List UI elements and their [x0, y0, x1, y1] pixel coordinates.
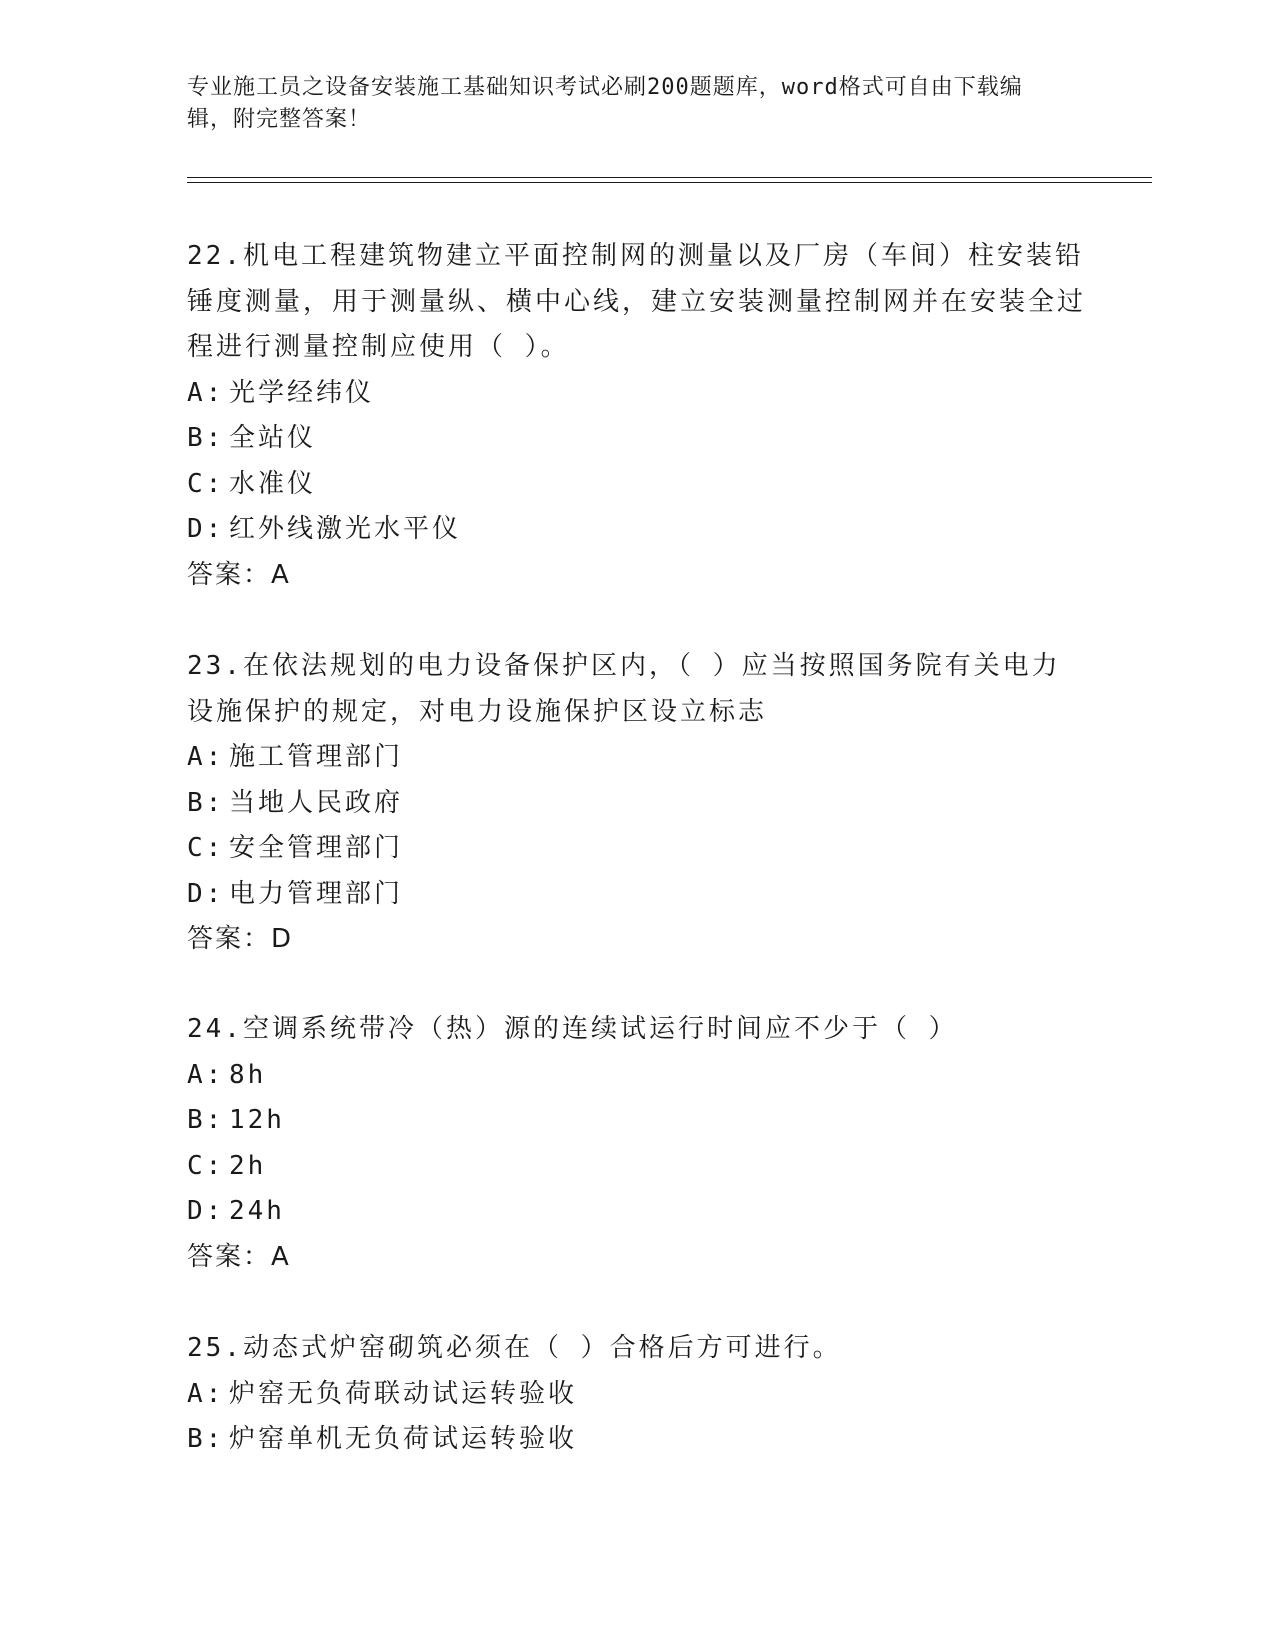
answer-line: 答案：D [187, 924, 294, 954]
option-key: B: [187, 1424, 225, 1454]
option-a [187, 735, 1087, 781]
option-text: 24h [229, 1196, 285, 1226]
option-text: 红外线激光水平仪 [229, 514, 462, 544]
option-text: 施工管理部门 [229, 742, 404, 772]
question-stem: 24.空调系统带冷（热）源的连续试运行时间应不少于（ ） [187, 1014, 958, 1044]
option-key: B: [187, 1105, 225, 1135]
question-stem: 25.动态式炉窑砌筑必须在（ ）合格后方可进行。 [187, 1333, 842, 1363]
option-text: 12h [229, 1105, 285, 1135]
question-22 [187, 234, 1087, 598]
option-text: 当地人民政府 [229, 787, 404, 818]
option-key: B: [187, 423, 225, 453]
option-key: A: [187, 742, 225, 772]
answer-line: 答案：A [187, 1241, 291, 1272]
option-key: B: [187, 787, 225, 818]
option-c [187, 826, 1087, 872]
option-key: C: [187, 1150, 225, 1181]
option-a [187, 371, 1087, 417]
document-intro: 专业施工员之设备安装施工基础知识考试必刷200题题库，word格式可自由下载编辑，附完整答案！ [187, 75, 1023, 132]
option-text: 水准仪 [229, 468, 317, 499]
option-key: D: [187, 1196, 225, 1226]
option-key: A: [187, 377, 225, 408]
option-text: 光学经纬仪 [229, 377, 375, 408]
option-b [187, 1098, 1087, 1144]
option-d [187, 507, 1087, 553]
option-b [187, 416, 1087, 462]
option-c [187, 1144, 1087, 1190]
option-key: C: [187, 468, 225, 499]
option-a [187, 1372, 1087, 1418]
question-24 [187, 1007, 1087, 1280]
option-key: A: [187, 1059, 225, 1090]
option-text: 8h [229, 1059, 267, 1090]
option-c [187, 462, 1087, 508]
option-text: 全站仪 [229, 423, 317, 453]
question-stem: 23.在依法规划的电力设备保护区内，（ ）应当按照国务院有关电力设施保护的规定，对电力设施保护区设立标志 [187, 651, 1061, 727]
option-key: C: [187, 833, 225, 863]
option-text: 电力管理部门 [229, 878, 404, 909]
option-text: 炉窑单机无负荷试运转验收 [229, 1424, 578, 1454]
question-25 [187, 1326, 1087, 1463]
option-key: A: [187, 1378, 225, 1409]
option-a [187, 1053, 1087, 1099]
option-b [187, 781, 1087, 827]
question-23 [187, 644, 1087, 963]
header-divider-bottom [187, 182, 1152, 183]
option-text: 2h [229, 1150, 267, 1181]
header-divider-top [187, 177, 1152, 178]
option-text: 安全管理部门 [229, 833, 404, 863]
answer-line: 答案：A [187, 559, 291, 590]
option-d [187, 872, 1087, 918]
option-d [187, 1189, 1087, 1235]
option-b [187, 1417, 1087, 1463]
question-stem: 22.机电工程建筑物建立平面控制网的测量以及厂房（车间）柱安装铅锤度测量，用于测量纵、横中心线，建立安装测量控制网并在安装全过程进行测量控制应使用（ ）。 [187, 241, 1087, 362]
option-text: 炉窑无负荷联动试运转验收 [229, 1378, 578, 1409]
option-key: D: [187, 878, 225, 909]
option-key: D: [187, 514, 225, 544]
